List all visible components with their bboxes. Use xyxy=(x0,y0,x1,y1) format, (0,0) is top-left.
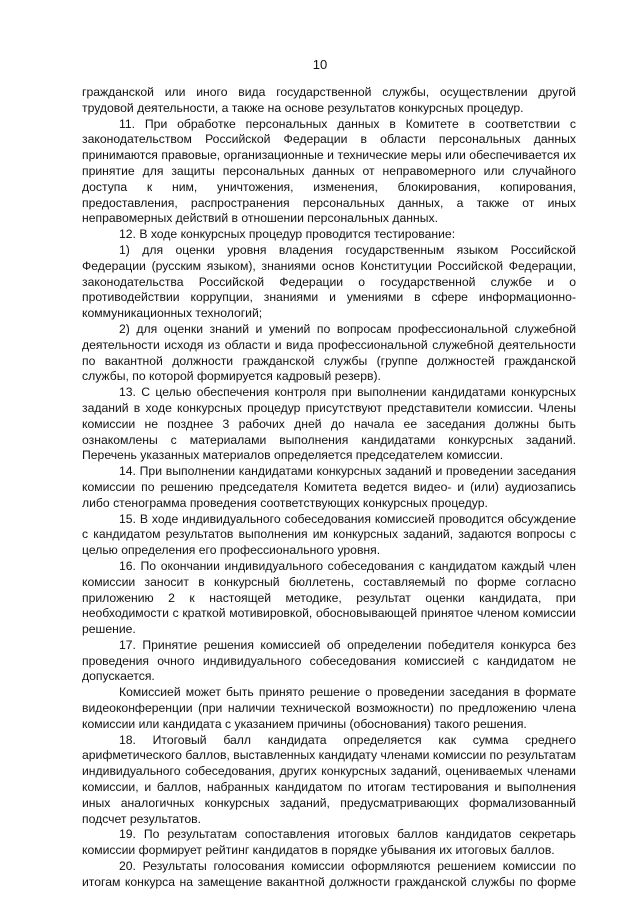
page-number: 10 xyxy=(312,57,328,72)
paragraph-20: 20. Результаты голосования комиссии оформляются решением комиссии по итогам конкурса на замещение вакантной должности гражданской службы по форме xyxy=(82,859,576,889)
paragraph-15: 15. В ходе индивидуального собеседования комиссией проводится обсуждение с кандидатом результатов выполнения им конкурсных заданий, задаются вопросы с целью определения его профессионального уровня. xyxy=(82,511,576,558)
paragraph-13: 13. С целью обеспечения контроля при выполнении кандидатами конкурсных заданий в ходе конкурсных процедур присутствуют представители комиссии. Члены комиссии не позднее 3 рабочих дней до начала ее заседания должны быть ознакомлены с материалами выполнения кандидатами конкурсных заданий. Перечень указанных материалов определяется председателем комиссии. xyxy=(82,385,576,463)
paragraph-14: 14. При выполнении кандидатами конкурсных заданий и проведении заседания комиссии по решению председателя Комитета ведется видео- и (или) аудиозапись либо стенограмма проведения соответствующих конкурсных процедур. xyxy=(82,464,576,510)
paragraph-11: 11. При обработке персональных данных в Комитете в соответствии с законодательством Российской Федерации в области персональных данных принимаются правовые, организационные и технические меры или обеспечивается их принятие для защиты персональных данных от неправомерного или случайного доступа к ним, уничтожения, изменения, блокирования, копирования, предоставления, распространения персональных данных, а также от иных неправомерных действий в отношении персональных данных. xyxy=(82,116,576,226)
paragraph-12-item-1: 1) для оценки уровня владения государственным языком Российской Федерации (русским языком), знаниями основ Конституции Российской Федерации, законодательства Российской Федерации о государственной службе и о противодействии коррупции, знаниями и умениями в сфере информационно-коммуникационных технологий; xyxy=(82,242,576,321)
paragraph-17-videoconference: Комиссией может быть принято решение о проведении заседания в формате видеоконференции (при наличии технической возможности) по предложению члена комиссии или кандидата с указанием причины (обоснования) такого решения. xyxy=(82,685,576,731)
paragraph-18: 18. Итоговый балл кандидата определяется как сумма среднего арифметического баллов, выставленных кандидату членами комиссии по результатам индивидуального собеседования, других конкурсных заданий, оцениваемых членами комиссии, и баллов, набранных кандидатом по итогам тестирования и выполнения иных аналогичных конкурсных заданий, предусматривающих формализованный подсчет результатов. xyxy=(82,732,576,826)
paragraph-12-item-2: 2) для оценки знаний и умений по вопросам профессиональной служебной деятельности исходя из области и вида профессиональной служебной деятельности по вакантной должности гражданской службы (группе должностей гражданской службы, по которой формируется кадровый резерв). xyxy=(82,321,576,384)
paragraph-17: 17. Принятие решения комиссией об определении победителя конкурса без проведения очного индивидуального собеседования комиссией с кандидатом не допускается. xyxy=(82,637,576,684)
paragraph-continuation: гражданской или иного вида государственной службы, осуществлении другой трудовой деятельности, а также на основе результатов конкурсных процедур. xyxy=(82,85,576,115)
document-body xyxy=(82,85,576,891)
paragraph-16: 16. По окончании индивидуального собеседования с кандидатом каждый член комиссии заносит в конкурсный бюллетень, составляемый по форме согласно приложению 2 к настоящей методике, результат оценки кандидата, при необходимости с краткой мотивировкой, обосновывающей принятое членом комиссии решение. xyxy=(82,558,576,637)
paragraph-12: 12. В ходе конкурсных процедур проводится тестирование: xyxy=(119,227,456,242)
paragraph-19: 19. По результатам сопоставления итоговых баллов кандидатов секретарь комиссии формирует рейтинг кандидатов в порядке убывания их итоговых баллов. xyxy=(82,827,576,858)
